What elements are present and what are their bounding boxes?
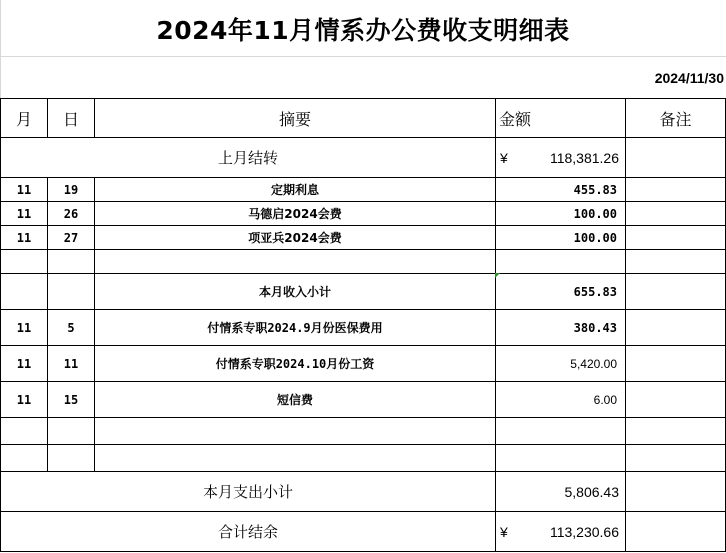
- income-amount[interactable]: 455.83: [496, 178, 626, 202]
- empty-row: [1, 418, 726, 445]
- header-month[interactable]: 月: [1, 99, 48, 138]
- income-summary[interactable]: 项亚兵2024会费: [95, 226, 496, 250]
- report-date[interactable]: 2024/11/30: [654, 70, 724, 86]
- note-cell[interactable]: [626, 138, 726, 178]
- empty-cell[interactable]: [496, 250, 626, 274]
- expense-summary[interactable]: 付情系专职2024.9月份医保费用: [95, 310, 496, 346]
- expense-amount[interactable]: 380.43: [496, 310, 626, 346]
- empty-cell[interactable]: [1, 250, 48, 274]
- expense-row: [1, 346, 726, 382]
- header-amount[interactable]: 金额: [496, 99, 626, 138]
- balance-amount-cell[interactable]: [496, 512, 626, 552]
- empty-cell[interactable]: [626, 250, 726, 274]
- expense-subtotal-amount[interactable]: 5,806.43: [496, 472, 626, 512]
- expense-month[interactable]: 11: [1, 382, 48, 418]
- income-summary[interactable]: 马德启2024会费: [95, 202, 496, 226]
- header-note[interactable]: 备注: [626, 99, 726, 138]
- income-day[interactable]: 26: [48, 202, 95, 226]
- income-month[interactable]: 11: [1, 202, 48, 226]
- empty-cell[interactable]: [626, 418, 726, 445]
- expense-subtotal-label[interactable]: 本月支出小计: [1, 472, 496, 512]
- note-cell[interactable]: [626, 382, 726, 418]
- header-row: [1, 99, 726, 138]
- carry-over-amount: 118,381.26: [549, 149, 619, 166]
- empty-row: [1, 250, 726, 274]
- income-day[interactable]: 27: [48, 226, 95, 250]
- expense-month[interactable]: 11: [1, 310, 48, 346]
- expense-amount[interactable]: 5,420.00: [496, 346, 626, 382]
- header-summary[interactable]: 摘要: [95, 99, 496, 138]
- expense-amount[interactable]: 6.00: [496, 382, 626, 418]
- carry-over-amount-cell[interactable]: [496, 138, 626, 178]
- income-row: [1, 178, 726, 202]
- header-day[interactable]: 日: [48, 99, 95, 138]
- income-month[interactable]: 11: [1, 178, 48, 202]
- note-cell[interactable]: [626, 226, 726, 250]
- income-row: [1, 226, 726, 250]
- currency-symbol: ¥: [500, 523, 508, 540]
- income-subtotal-amount[interactable]: 655.83: [496, 274, 626, 310]
- empty-cell[interactable]: [1, 445, 48, 472]
- expense-subtotal-row: [1, 472, 726, 512]
- currency-symbol: ¥: [500, 149, 508, 166]
- balance-row: [1, 512, 726, 552]
- expense-month[interactable]: 11: [1, 346, 48, 382]
- empty-cell[interactable]: [1, 418, 48, 445]
- carry-over-row: [1, 138, 726, 178]
- note-cell[interactable]: [626, 178, 726, 202]
- empty-cell[interactable]: [626, 445, 726, 472]
- income-summary[interactable]: 定期利息: [95, 178, 496, 202]
- income-month[interactable]: 11: [1, 226, 48, 250]
- note-cell[interactable]: [626, 274, 726, 310]
- empty-cell[interactable]: [496, 445, 626, 472]
- expense-row: [1, 382, 726, 418]
- income-row: [1, 202, 726, 226]
- income-amount[interactable]: 100.00: [496, 226, 626, 250]
- empty-cell[interactable]: [95, 418, 496, 445]
- ledger-table: [0, 98, 726, 552]
- note-cell[interactable]: [626, 310, 726, 346]
- expense-row: [1, 310, 726, 346]
- income-amount[interactable]: 100.00: [496, 202, 626, 226]
- empty-row: [1, 445, 726, 472]
- income-day[interactable]: 19: [48, 178, 95, 202]
- empty-cell[interactable]: [496, 418, 626, 445]
- note-cell[interactable]: [626, 472, 726, 512]
- empty-cell[interactable]: [95, 250, 496, 274]
- carry-over-label[interactable]: 上月结转: [1, 138, 496, 178]
- empty-cell[interactable]: [95, 445, 496, 472]
- expense-day[interactable]: 5: [48, 310, 95, 346]
- expense-summary[interactable]: 付情系专职2024.10月份工资: [95, 346, 496, 382]
- empty-cell[interactable]: [48, 250, 95, 274]
- empty-cell[interactable]: [48, 274, 95, 310]
- cell-comment-marker: [495, 273, 500, 278]
- income-subtotal-row: [1, 274, 726, 310]
- balance-amount: 113,230.66: [549, 523, 619, 540]
- expense-day[interactable]: 15: [48, 382, 95, 418]
- sheet-title: 2024年11月情系办公费收支明细表: [156, 16, 570, 45]
- empty-cell[interactable]: [1, 274, 48, 310]
- balance-label[interactable]: 合计结余: [1, 512, 496, 552]
- expense-day[interactable]: 11: [48, 346, 95, 382]
- note-cell[interactable]: [626, 512, 726, 552]
- income-subtotal-label[interactable]: 本月收入小计: [95, 274, 496, 310]
- note-cell[interactable]: [626, 202, 726, 226]
- expense-summary[interactable]: 短信费: [95, 382, 496, 418]
- empty-cell[interactable]: [48, 445, 95, 472]
- empty-cell[interactable]: [48, 418, 95, 445]
- note-cell[interactable]: [626, 346, 726, 382]
